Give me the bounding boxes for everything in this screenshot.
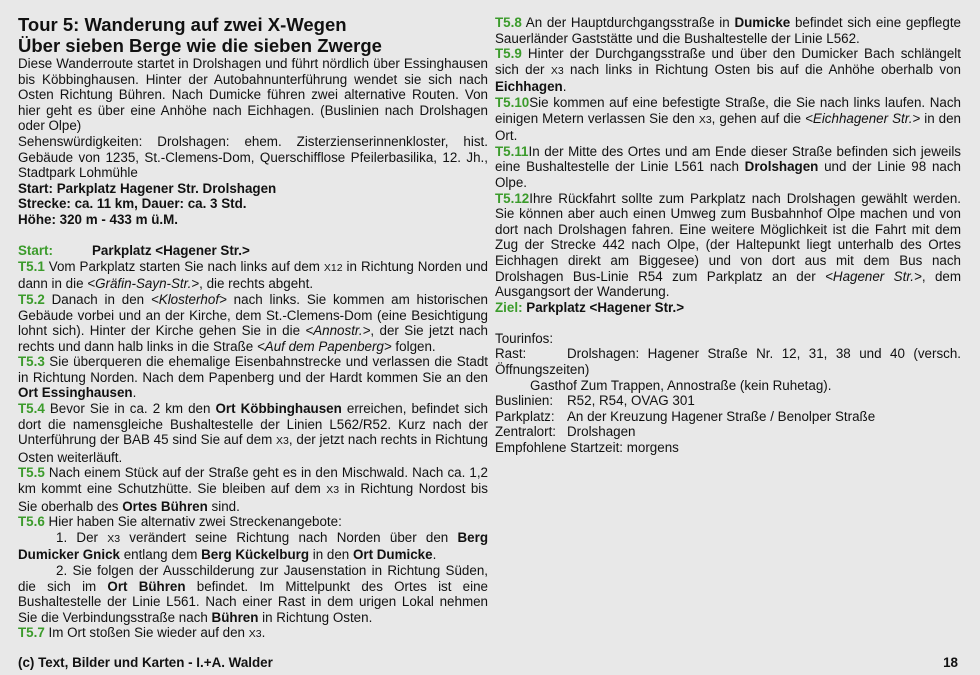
paragraph: [495, 346, 961, 377]
paragraph: [495, 424, 961, 440]
section-label: Start:: [18, 243, 53, 259]
paragraph: [18, 465, 488, 514]
text-segment: in den: [309, 547, 353, 563]
title-line-2: Über sieben Berge wie die sieben Zwerge: [18, 35, 382, 56]
text-segment: Danach in den: [44, 291, 151, 307]
section-label: T5.6: [18, 514, 45, 530]
text-segment: in den Ort.: [495, 110, 961, 144]
text-segment: <Gräfin-Sayn-Str.>: [87, 276, 200, 292]
paragraph: [18, 563, 488, 625]
left-column: [18, 14, 488, 643]
text-segment: Drolshagen: Hagener Straße Nr. 12, 31, 38 und 40 (versch. Öffnungszeiten): [495, 346, 961, 378]
text-segment: , der Sie jetzt nach rechts und dann halb links in die Straße: [18, 323, 488, 354]
page-title: [18, 14, 488, 56]
text-segment: Sehenswürdigkeiten: Drolshagen: ehem. Zisterzienserinnenkloster, hist. Gebäude von 1235, St.-Clemens-Dom, Querschifflose Pfeilerbasilika, 12. Jh., Stadtpark Lohmühle: [18, 133, 488, 181]
right-column: [495, 15, 961, 456]
paragraph: [18, 514, 488, 530]
section-label: T5.4: [18, 401, 45, 417]
text-segment: .: [562, 79, 567, 95]
text-segment: Sie kommen auf eine befestigte Straße, die Sie nach links laufen. Nach einigen Metern verlassen Sie den: [495, 94, 961, 126]
text-segment: Ortes Bühren: [122, 498, 208, 514]
section-label: T5.8: [495, 15, 522, 30]
text-segment: Gasthof Zum Trappen, Annostraße (kein Ruhetag).: [530, 377, 832, 393]
text-segment: Berg Dumicker Gnick: [18, 529, 488, 563]
text-segment: R52, R54, OVAG 301: [567, 393, 695, 409]
spacer: [18, 228, 488, 244]
trail-marker: X3: [550, 64, 564, 77]
text-segment: und der Linie 98 nach Olpe.: [495, 159, 961, 190]
paragraph: [18, 530, 488, 563]
paragraph: [495, 95, 961, 144]
text-segment: Drolshagen: [567, 424, 636, 440]
text-segment: Nach einem Stück auf der Straße geht es in den Mischwald. Nach ca. 1,2 km kommt eine Schutzhütte. Sie bleiben auf dem: [18, 465, 488, 497]
text-segment: Zentralort:: [495, 424, 557, 440]
text-segment: sind.: [207, 498, 240, 514]
section-label: T5.5: [18, 465, 45, 481]
paragraph: [495, 378, 961, 394]
text-segment: nach links in Richtung Osten bis auf die Anhöhe oberhalb von: [563, 61, 962, 77]
section-label: T5.3: [18, 354, 45, 370]
copyright-footer: (c) Text, Bilder und Karten - I.+A. Walder: [18, 655, 273, 670]
text-segment: Höhe: 320 m - 433 m ü.M.: [18, 211, 178, 227]
text-segment: Im Ort stoßen Sie wieder auf den: [44, 625, 249, 641]
text-segment: Eichhagen: [495, 79, 563, 95]
text-segment: verändert seine Richtung nach Norden über den: [120, 529, 458, 545]
text-segment: , dem Ausgangsort der Wanderung.: [495, 268, 962, 300]
paragraph: [495, 331, 961, 347]
text-segment: Parkplatz <Hagener Str.>: [526, 299, 685, 315]
text-segment: Dumicke: [734, 15, 791, 30]
section-label: T5.7: [18, 625, 45, 641]
text-segment: Ort Köbbinghausen: [215, 401, 342, 417]
paragraph: [495, 409, 961, 425]
trail-marker: X12: [323, 261, 343, 274]
text-segment: nach links. Sie kommen am historischen Gebäude vorbei und an der Kirche, dem St.-Clemens-Dom (eine Besichtigung lohnt sich). Hinter der Kirche gehen Sie in die: [18, 291, 488, 339]
text-segment: entlang dem: [119, 547, 202, 563]
text-segment: in Richtung Norden und dann in die: [18, 258, 488, 292]
text-segment: .: [132, 385, 137, 401]
text-segment: folgen.: [391, 338, 436, 354]
text-segment: <Eichhagener Str.>: [805, 110, 921, 126]
text-segment: Buslinien:: [495, 393, 554, 409]
paragraph: [18, 354, 488, 401]
text-segment: An der Hauptdurchgangsstraße in: [521, 15, 735, 30]
text-segment: Parkplatz <Hagener Str.>: [92, 243, 250, 259]
section-label: T5.2: [18, 291, 45, 307]
trail-marker: X3: [326, 484, 340, 497]
text-segment: <Annostr.>: [305, 323, 371, 339]
text-segment: Bevor Sie in ca. 2 km den: [44, 401, 216, 417]
page-number: 18: [943, 655, 958, 670]
text-segment: Strecke: ca. 11 km, Dauer: ca. 3 Std.: [18, 196, 247, 212]
text-segment: Hier haben Sie alternativ zwei Streckenangebote:: [44, 514, 342, 530]
text-segment: <Auf dem Papenberg>: [256, 338, 392, 354]
paragraph: [495, 393, 961, 409]
trail-marker: X3: [698, 113, 712, 126]
text-segment: <Klosterhof>: [150, 291, 227, 307]
text-segment: , gehen auf die: [711, 110, 806, 126]
text-segment: Vom Parkplatz starten Sie nach links auf dem: [44, 258, 324, 274]
text-segment: In der Mitte des Ortes und am Ende dieser Straße befinden sich jeweils eine Bushaltestelle der Linie L561 nach: [495, 143, 961, 175]
text-segment: Hinter der Durchgangsstraße und über den Dumicker Bach schlängelt sich der: [495, 46, 961, 77]
text-segment: <Hagener Str.>: [825, 268, 922, 284]
trail-marker: X3: [248, 628, 262, 641]
section-label: T5.11: [495, 143, 529, 159]
text-segment: Rast:: [495, 346, 527, 362]
section-label: T5.9: [495, 46, 522, 62]
text-segment: Parkplatz:: [495, 408, 555, 424]
text-segment: An der Kreuzung Hagener Straße / Benolper Straße: [567, 408, 876, 424]
text-segment: Drolshagen: [744, 159, 819, 175]
paragraph: [495, 300, 961, 316]
text-segment: Diese Wanderroute startet in Drolshagen und führt nördlich über Essinghausen bis Köbbinghausen. Hinter der Autobahnunterführung wendet sie sich nach Osten Richtung Bühren. Nach Dumicke führen zwei alternative Routen. Von hier geht es über eine Anhöhe nach Eichhagen. (Buslinien nach Drolshagen oder Olpe): [18, 56, 488, 134]
section-label: T5.12: [495, 190, 530, 206]
paragraph: [18, 292, 488, 354]
paragraph: [18, 56, 488, 134]
text-segment: in Richtung Nordost bis Sie oberhalb des: [18, 481, 488, 514]
paragraph: [18, 212, 488, 228]
paragraph: [18, 181, 488, 197]
section-label: T5.1: [18, 258, 45, 274]
paragraph: [495, 440, 961, 456]
trail-marker: X3: [276, 435, 289, 448]
text-segment: Sie überqueren die ehemalige Eisenbahnstrecke und verlassen die Stadt in Richtung Norden. Nach dem Papenberg und der Hardt kommen Sie an den: [18, 354, 488, 385]
text-segment: Tourinfos:: [495, 330, 554, 346]
paragraph: [18, 259, 488, 292]
trail-marker: X3: [107, 532, 121, 545]
text-segment: .: [432, 547, 437, 563]
text-segment: Ort Essinghausen: [18, 385, 133, 401]
text-segment: befindet. Im Mittelpunkt des Ortes ist eine Bushaltestelle der Linie L561. Nach einer Rast in dem urigen Lokal nehmen Sie die Verbindungsstraße nach: [18, 578, 488, 625]
text-segment: in Richtung Osten.: [258, 609, 373, 625]
text-segment: Ort Dumicke: [352, 547, 433, 563]
text-segment: Bühren: [211, 609, 259, 625]
paragraph: [18, 243, 488, 259]
text-segment: befindet sich eine gepflegte Sauerländer Gaststätte und die Bushaltestelle der Linie L562.: [495, 15, 961, 46]
text-segment: Start: Parkplatz Hagener Str. Drolshagen: [18, 180, 277, 196]
paragraph: [495, 144, 961, 191]
text-segment: 2. Sie folgen der Ausschilderung zur Jausenstation in Richtung Süden, die sich im: [18, 563, 488, 594]
paragraph: [18, 401, 488, 465]
text-segment: Berg Kückelburg: [201, 547, 310, 563]
text-segment: erreichen, befindet sich dort die namensgleiche Bushaltestelle der Linien L562/R52. Kurz nach der Unterführung der BAB 45 sind Sie auf dem: [18, 401, 488, 448]
text-segment: , die rechts abgeht.: [199, 276, 314, 292]
paragraph: [18, 625, 488, 643]
paragraph: [495, 191, 961, 300]
paragraph: [18, 134, 488, 181]
left-body: [18, 56, 488, 643]
paragraph: [18, 196, 488, 212]
spacer: [495, 315, 961, 331]
title-line-1: Tour 5: Wanderung auf zwei X-Wegen: [18, 14, 347, 35]
text-segment: , der jetzt nach rechts in Richtung Osten weiterläuft.: [18, 432, 488, 465]
text-segment: Empfohlene Startzeit: morgens: [495, 440, 679, 456]
paragraph: [495, 46, 961, 95]
text-segment: .: [261, 625, 266, 641]
section-label: Ziel:: [495, 299, 523, 315]
text-segment: Ort Bühren: [107, 578, 186, 594]
text-segment: Ihre Rückfahrt sollte zum Parkplatz nach Drolshagen gewählt werden. Sie können aber auch einen Umweg zum Busbahnhof Olpe machen und von dort nach Drolshagen fahren. Eine weitere Möglichkeit ist die Fahrt mit dem Zug der Strecke 442 nach Olpe, (der Haltepunkt liegt unterhalb des Ortes Eichhagen direkt am Biggesee) und von dort aus mit dem Bus nach Drolshagen Bus-Linie R54 zum Parkplatz an der: [495, 190, 961, 284]
paragraph: [495, 15, 961, 46]
section-label: T5.10: [495, 94, 530, 110]
text-segment: 1. Der: [56, 529, 108, 545]
